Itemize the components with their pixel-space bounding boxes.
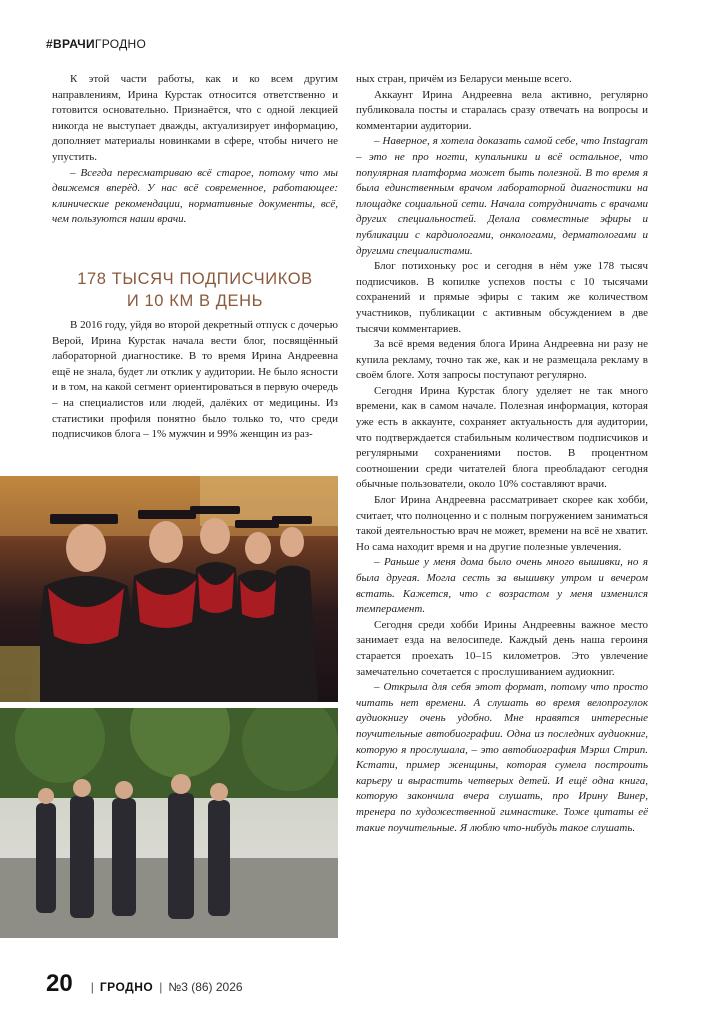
page-number: 20 bbox=[46, 970, 73, 997]
section-tag-bold: #ВРАЧИ bbox=[46, 37, 95, 51]
paragraph: ных стран, причём из Беларуси меньше всего. bbox=[356, 73, 572, 85]
page-footer bbox=[46, 970, 243, 998]
section-heading-line-2: И 10 КМ В ДЕНЬ bbox=[126, 292, 264, 310]
left-column-bottom bbox=[52, 318, 338, 443]
section-heading-line-1: 178 ТЫСЯЧ ПОДПИСЧИКОВ bbox=[77, 270, 313, 288]
footer-separator: | bbox=[90, 980, 94, 994]
graduation-ceremony-photo bbox=[0, 476, 338, 702]
paragraph: Сегодня Ирина Курстак блогу уделяет не так много времени, как в самом начале. Полезная информация, которая уже есть в аккаунте, сохраняет актуальность для аудитории, что подтверждается стабильным количеством подписчиков и регулярными сохранениями постов. В процентном соотношении среди читателей блога преобладают сегодня обычные пользователи, около 10% составляют врачи. bbox=[356, 384, 648, 491]
section-tag-rest: ГРОДНО bbox=[94, 37, 147, 51]
quote-paragraph: – Открыла для себя этот формат, потому что просто читать нет времени. А слушать во время велопрогулок аудиокнигу очень удобно. Мне нравятся интересные поучительные автобиографии. Одна из последних аудиокниг, которую я прослушала, – это автобиография Мэрил Стрип. Кстати, пример женщины, которая сумела построить карьеру и вырастить четверых детей. И ещё одна книга, которую закончила вчера слушать, про Ирину Винер, тренера по художественной гимнастике. Тоже цитаты её такие поучительные. Я люблю что-нибудь такое слушать. bbox=[356, 681, 648, 834]
quote-paragraph: – Наверное, я хотела доказать самой себе, что Instagram – это не про ногти, купальники и всё остальное, что популярная платформа может быть полезной. В то время я была единственным врачом лабораторной диагностики на площадке социальной сети. Начала сотрудничать с врачами других специальностей. Делала совместные эфиры и публикации с кардиологами, онкологами, дерматологами и другими специалистами. bbox=[356, 135, 648, 257]
graduation-ceremony-illustration bbox=[0, 476, 338, 702]
left-column-top bbox=[52, 72, 338, 228]
section-heading bbox=[52, 268, 338, 312]
paragraph: Блог Ирина Андреевна рассматривает скорее как хобби, считает, что полноценно и с полным погружением заниматься такой деятельностью врач не может, времени на всё не хватит. Но сама находит время и на другие полезные увлечения. bbox=[356, 494, 648, 553]
quote-paragraph: – Раньше у меня дома было очень много вышивки, но я была другая. Могла сесть за вышивку утром и вечером встать. Кажется, что с возрастом у меня изменился темперамент. bbox=[356, 556, 648, 616]
paragraph: Аккаунт Ирина Андреевна вела активно, регулярно публиковала посты и старалась сразу отвечать на вопросы и комментарии аудитории. bbox=[356, 88, 648, 132]
issue-number: №3 (86) 2026 bbox=[168, 980, 243, 994]
section-tag bbox=[46, 37, 146, 51]
paragraph: К этой части работы, как и ко всем другим направлениям, Ирина Курстак относится ответственно и готовится основательно. Признаётся, что с одной лекцией никогда не выступает дважды, актуализирует информацию, дополняет материалы новинками в сфере, чтобы ничего не упустить. bbox=[52, 73, 338, 163]
paragraph: За всё время ведения блога Ирина Андреевна ни разу не купила рекламу, точно так же, как и не размещала рекламу в своём блоге. Хотя запросы поступают регулярно. bbox=[356, 338, 648, 382]
magazine-name: ГРОДНО bbox=[99, 980, 154, 994]
paragraph: Сегодня среди хобби Ирины Андреевны важное место занимает езда на велосипеде. Каждый день наша героиня старается проехать 10–15 километров. Это увлечение замечательно сочетается с прослушиванием аудиокниг. bbox=[356, 618, 648, 678]
footer-separator: | bbox=[159, 980, 163, 994]
procession-illustration bbox=[0, 708, 338, 938]
paragraph: В 2016 году, уйдя во второй декретный отпуск с дочерью Верой, Ирина Курстак начала вести блог, посвящённый лабораторной диагностике. В то время Ирина Андреевна ещё не знала, будет ли отклик у аудитории. Не было ясности и в том, на какой сегмент ориентироваться в первую очередь – на специалистов или людей, далёких от медицины. Из статистики профиля понятно было только то, что среди подписчиков блога – 1% мужчин и 99% женщин из раз- bbox=[52, 319, 338, 441]
paragraph: Блог потихоньку рос и сегодня в нём уже 178 тысяч подписчиков. В копилке успехов посты с 10 тысячами сохранений и прямые эфиры с таким же количеством участников, публикации с активным обсуждением в две тысячи комментариев. bbox=[356, 260, 648, 335]
quote-paragraph: – Всегда пересматриваю всё старое, потому что мы движемся вперёд. У нас всё современное, работающее: клинические рекомендации, нормативные документы, всё, чем пользуются наши врачи. bbox=[52, 166, 338, 226]
right-column bbox=[356, 72, 648, 836]
procession-photo bbox=[0, 708, 338, 938]
